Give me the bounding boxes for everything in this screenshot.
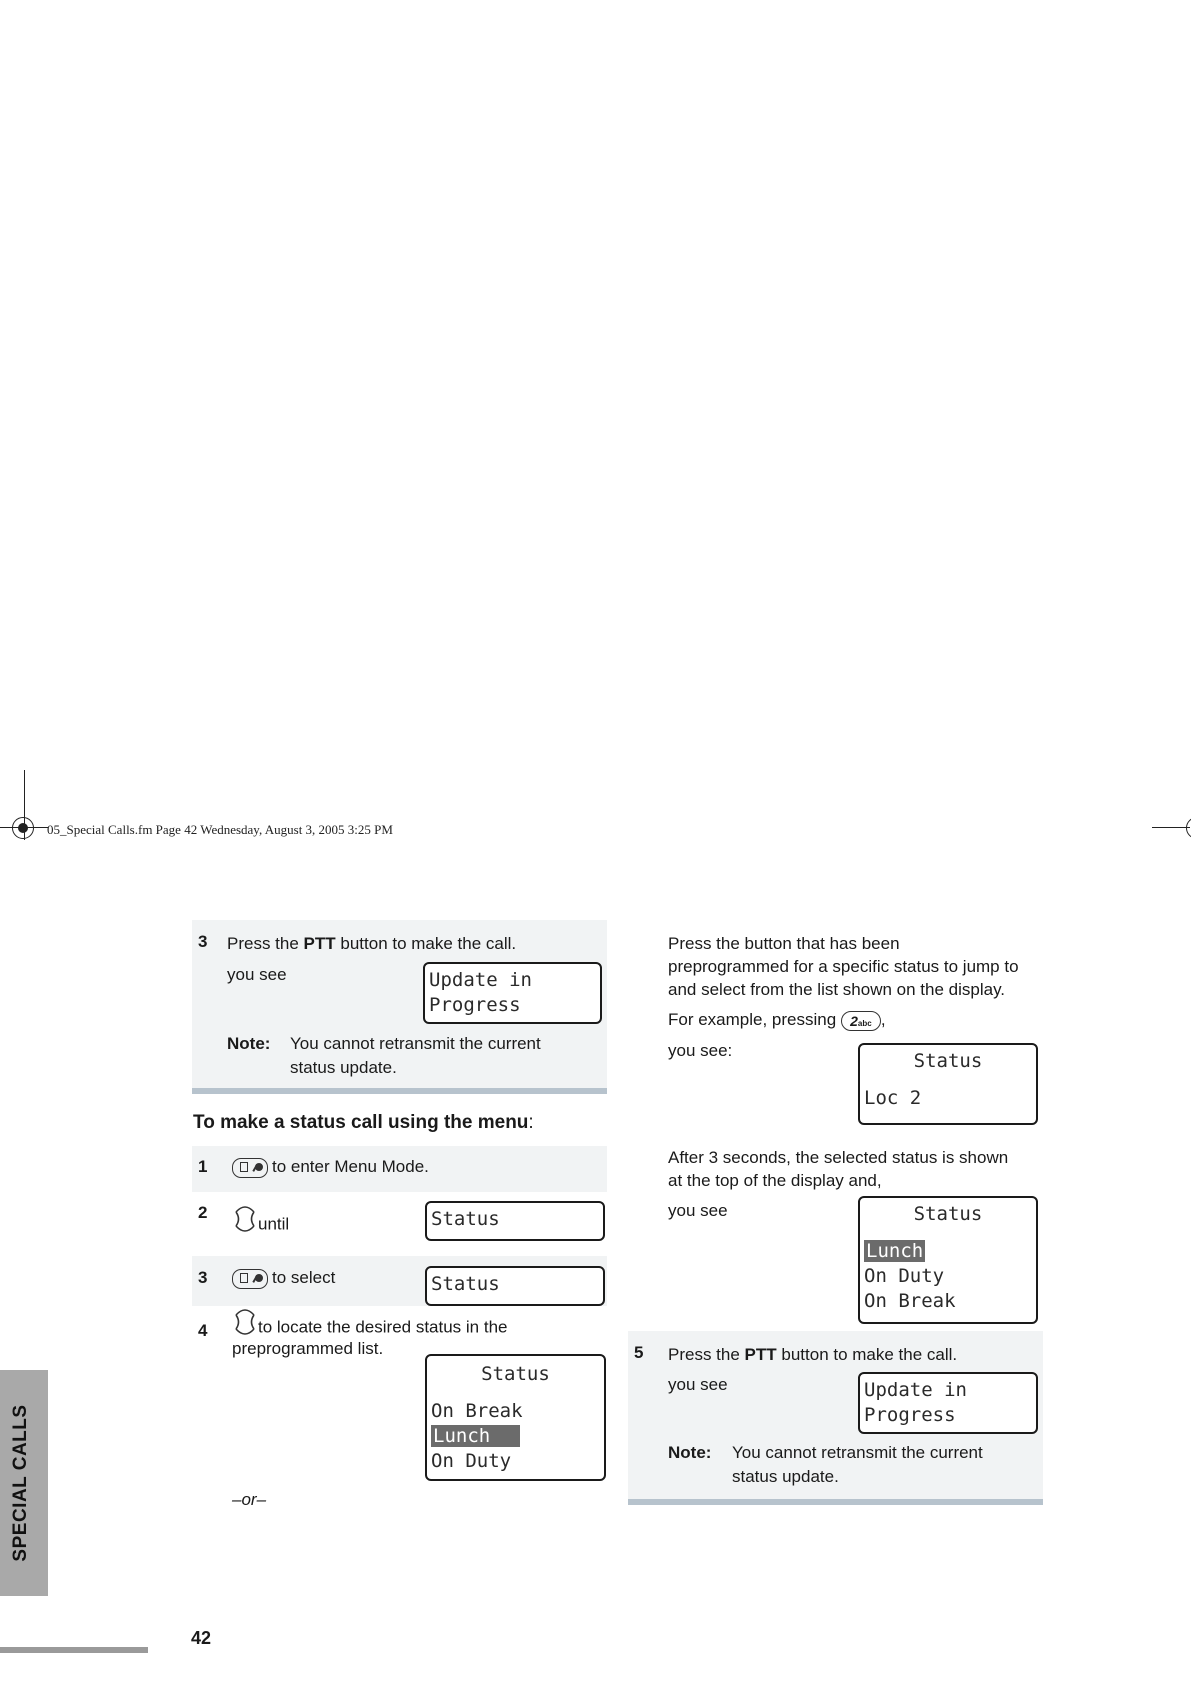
selected-item-highlight: Lunch <box>866 1240 924 1262</box>
step3-text-post: button to make the call. <box>335 934 517 953</box>
display-line: Update in <box>864 1379 967 1401</box>
selected-item-highlight: Lunch <box>431 1425 520 1447</box>
step-number: 5 <box>634 1343 644 1362</box>
display-line: On Duty <box>864 1265 945 1287</box>
step3-box-rule <box>192 1088 607 1094</box>
section-heading-colon: : <box>528 1112 534 1133</box>
step5-text-pre: Press the <box>668 1345 745 1364</box>
page-footer-bar <box>0 1647 148 1653</box>
display-line: Loc 2 <box>864 1087 922 1109</box>
step-number: 3 <box>198 932 208 951</box>
or-separator: –or– <box>232 1490 267 1509</box>
menu-step2-text: until <box>258 1214 290 1234</box>
menu-step4-text-line2: preprogrammed list. <box>232 1339 384 1358</box>
radio-display-loc <box>858 1043 1038 1125</box>
display-line: Update in <box>429 969 532 991</box>
display-line: Progress <box>429 994 521 1016</box>
after-text-line2: at the top of the display and, <box>668 1171 882 1190</box>
note-label: Note: <box>227 1034 271 1053</box>
display-title: Status <box>913 1203 983 1225</box>
ptt-label: PTT <box>303 934 336 953</box>
menu-step1-text: to enter Menu Mode. <box>272 1157 429 1176</box>
radio-display-selected-status <box>858 1196 1038 1324</box>
note-text-line1: You cannot retransmit the current <box>290 1034 541 1053</box>
example-text-pre: For example, pressing <box>668 1010 837 1029</box>
you-see-label: you see: <box>668 1041 733 1060</box>
radio-display-status-select <box>425 1266 605 1306</box>
step5-box-rule <box>628 1499 1043 1505</box>
display-line: On Break <box>431 1400 523 1422</box>
you-see-label: you see <box>668 1375 728 1394</box>
intro-line: and select from the list shown on the display. <box>668 980 1006 999</box>
display-line: Status <box>431 1273 500 1295</box>
menu-select-key-icon <box>232 1269 268 1289</box>
display-line: On Break <box>864 1290 956 1312</box>
radio-display-status <box>425 1201 605 1241</box>
ptt-label: PTT <box>744 1345 777 1364</box>
step-number: 2 <box>198 1203 208 1222</box>
note-text-line2: status update. <box>732 1467 839 1486</box>
page-number: 42 <box>191 1628 212 1648</box>
note-label: Note: <box>668 1443 712 1462</box>
you-see-label: you see <box>668 1201 728 1220</box>
display-line-selected <box>860 1239 1036 1264</box>
up-down-navigation-key-icon <box>232 1303 258 1341</box>
step-number: 4 <box>198 1321 208 1340</box>
example-text <box>668 1008 886 1031</box>
display-line: Status <box>431 1208 500 1230</box>
radio-display-update <box>858 1372 1038 1434</box>
radio-display-update <box>423 962 602 1024</box>
registration-mark-center <box>18 823 28 833</box>
step5-text-post: button to make the call. <box>776 1345 958 1364</box>
display-title: Status <box>913 1050 983 1072</box>
key2-letters: abc <box>857 1018 872 1028</box>
number-2-key-icon <box>841 1011 881 1031</box>
display-line: On Duty <box>431 1450 512 1472</box>
step3-instruction <box>227 932 516 955</box>
radio-display-status-list <box>425 1354 606 1481</box>
display-line-selected <box>427 1424 604 1449</box>
after-text-line1: After 3 seconds, the selected status is shown <box>668 1148 1009 1167</box>
display-title: Status <box>481 1363 550 1385</box>
menu-step3-text: to select <box>272 1268 336 1287</box>
menu-step4-text: to locate the desired status in the <box>258 1317 508 1337</box>
step-number: 3 <box>198 1268 208 1287</box>
crop-mark-right <box>1152 827 1190 828</box>
you-see-label: you see <box>227 965 287 984</box>
example-text-post: , <box>880 1010 886 1029</box>
step-number: 1 <box>198 1157 208 1176</box>
menu-step1-instruction <box>232 1155 429 1178</box>
registration-mark-right-icon <box>1186 817 1191 839</box>
display-line: Progress <box>864 1404 956 1426</box>
menu-select-key-icon <box>232 1158 268 1178</box>
step3-text-pre: Press the <box>227 934 304 953</box>
key2-digit: 2 <box>850 1012 858 1029</box>
menu-step3-instruction <box>232 1266 335 1289</box>
section-side-tab-label: SPECIAL CALLS <box>10 1404 31 1562</box>
step5-instruction <box>668 1343 957 1366</box>
note-text-line1: You cannot retransmit the current <box>732 1443 983 1462</box>
note-text-line2: status update. <box>290 1058 397 1077</box>
section-heading-text: To make a status call using the menu <box>193 1112 529 1133</box>
file-info-header: 05_Special Calls.fm Page 42 Wednesday, August 3, 2005 3:25 PM <box>47 822 393 837</box>
section-heading <box>193 1111 534 1134</box>
menu-step4-instruction <box>232 1303 508 1341</box>
menu-step2-instruction <box>232 1200 289 1238</box>
intro-line: Press the button that has been <box>668 934 900 953</box>
intro-line: preprogrammed for a specific status to jump to <box>668 957 1019 976</box>
up-down-navigation-key-icon <box>232 1200 258 1238</box>
